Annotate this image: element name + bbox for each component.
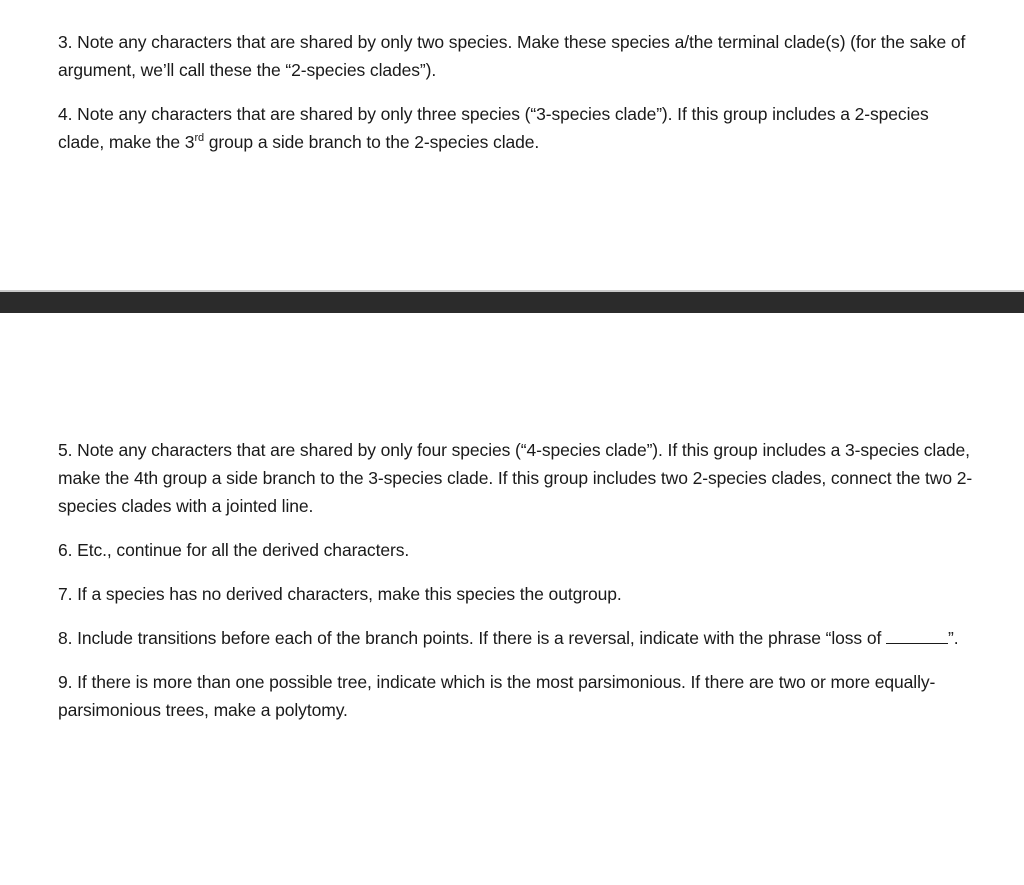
step-8-text: 8. Include transitions before each of the branch points. If there is a reversal, indicate with the phrase “loss of xyxy=(58,628,886,648)
step-7 xyxy=(58,580,978,608)
step-3-text: 3. Note any characters that are shared by only two species. Make these species a/the terminal clade(s) (for the sake of argument, we’ll call these the “2-species clades”). xyxy=(58,32,966,80)
page-break-divider xyxy=(0,292,1024,313)
step-6-text: 6. Etc., continue for all the derived characters. xyxy=(58,540,410,560)
step-3 xyxy=(58,28,978,84)
ordinal-suffix: rd xyxy=(194,132,205,144)
step-5-text: 5. Note any characters that are shared by only four species (“4-species clade”). If this group includes a 3-species clade, make the 4th group a side branch to the 3-species clade. If this group includes two 2-species clades, connect the two 2-species clades with a jointed line. xyxy=(58,440,973,516)
step-4-text: 4. Note any characters that are shared by only three species (“3-species clade”). If this group includes a 2-species clade, make the 3 xyxy=(58,104,929,152)
instructions-bottom xyxy=(58,436,978,740)
step-9-text: 9. If there is more than one possible tree, indicate which is the most parsimonious. If there are two or more equally-parsimonious trees, make a polytomy. xyxy=(58,672,936,720)
step-5 xyxy=(58,436,978,520)
fill-in-blank xyxy=(886,625,948,644)
step-4-text-end: group a side branch to the 2-species clade. xyxy=(204,132,540,152)
step-4 xyxy=(58,100,978,156)
instructions-top xyxy=(58,28,978,172)
step-7-text: 7. If a species has no derived characters, make this species the outgroup. xyxy=(58,584,622,604)
step-9 xyxy=(58,668,978,724)
step-6 xyxy=(58,536,978,564)
step-8-text-end: ”. xyxy=(948,628,959,648)
step-8 xyxy=(58,624,978,652)
